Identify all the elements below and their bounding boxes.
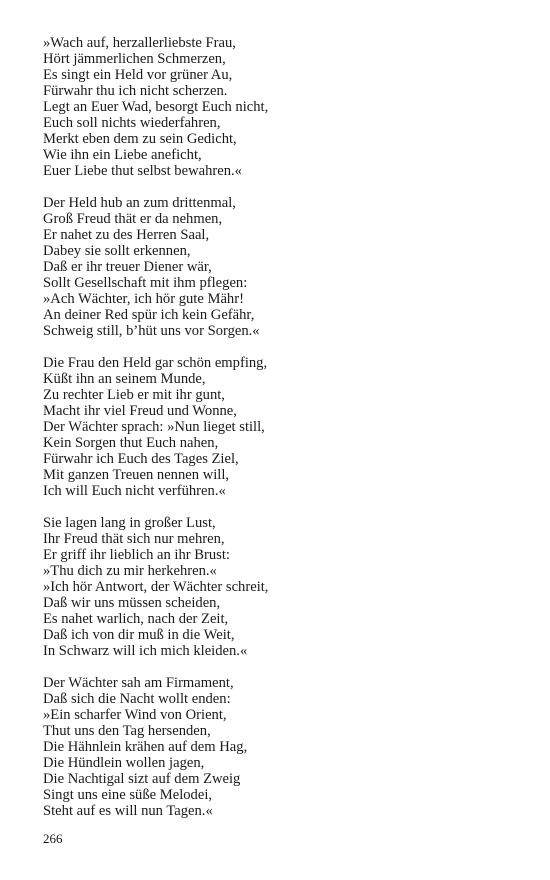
stanza xyxy=(43,35,523,179)
verse-line: Die Nachtigal sizt auf dem Zweig xyxy=(43,771,241,787)
verse-line: Der Wächter sprach: »Nun lieget still, xyxy=(43,419,265,435)
verse-line: »Ein scharfer Wind von Orient, xyxy=(43,707,227,723)
verse-line: Daß ich von dir muß in die Weit, xyxy=(43,627,235,643)
verse-line: Küßt ihn an seinem Munde, xyxy=(43,371,206,387)
verse-line: Daß er ihr treuer Diener wär, xyxy=(43,259,212,275)
verse-line: Der Held hub an zum drittenmal, xyxy=(43,195,236,211)
verse-line: Zu rechter Lieb er mit ihr gunt, xyxy=(43,387,225,403)
stanza xyxy=(43,355,523,499)
verse-line: An deiner Red spür ich kein Gefähr, xyxy=(43,307,255,323)
verse-line: Merkt eben dem zu sein Gedicht, xyxy=(43,131,237,147)
verse-line: »Thu dich zu mir herkehren.« xyxy=(43,563,217,579)
verse-line: Fürwahr thu ich nicht scherzen. xyxy=(43,83,228,99)
verse-line: Wie ihn ein Liebe aneficht, xyxy=(43,147,202,163)
verse-line: Die Hündlein wollen jagen, xyxy=(43,755,205,771)
verse-line: Legt an Euer Wad, besorgt Euch nicht, xyxy=(43,99,269,115)
verse-line: Ich will Euch nicht verführen.« xyxy=(43,483,226,499)
verse-line: Macht ihr viel Freud und Wonne, xyxy=(43,403,237,419)
verse-line: »Ach Wächter, ich hör gute Mähr! xyxy=(43,291,244,307)
verse-line: Die Hähnlein krähen auf dem Hag, xyxy=(43,739,248,755)
verse-line: Fürwahr ich Euch des Tages Ziel, xyxy=(43,451,239,467)
verse-line: Sie lagen lang in großer Lust, xyxy=(43,515,216,531)
verse-line: Schweig still, b’hüt uns vor Sorgen.« xyxy=(43,323,260,339)
verse-line: Euer Liebe thut selbst bewahren.« xyxy=(43,163,242,179)
verse-line: Daß wir uns müssen scheiden, xyxy=(43,595,221,611)
verse-line: Singt uns eine süße Melodei, xyxy=(43,787,213,803)
verse-line: Ihr Freud thät sich nur mehren, xyxy=(43,531,225,547)
verse-line: Dabey sie sollt erkennen, xyxy=(43,243,191,259)
verse-line: Groß Freud thät er da nehmen, xyxy=(43,211,223,227)
verse-line: Sollt Gesellschaft mit ihm pflegen: xyxy=(43,275,248,291)
verse-line: Mit ganzen Treuen nennen will, xyxy=(43,467,230,483)
stanza xyxy=(43,675,523,819)
stanza xyxy=(43,195,523,339)
verse-line: Er nahet zu des Herren Saal, xyxy=(43,227,210,243)
verse-line: Euch soll nichts wiederfahren, xyxy=(43,115,221,131)
verse-line: »Wach auf, herzallerliebste Frau, xyxy=(43,35,236,51)
stanza xyxy=(43,515,523,659)
verse-line: Thut uns den Tag hersenden, xyxy=(43,723,211,739)
verse-line: In Schwarz will ich mich kleiden.« xyxy=(43,643,248,659)
verse-line: Steht auf es will nun Tagen.« xyxy=(43,803,213,819)
verse-line: Kein Sorgen thut Euch nahen, xyxy=(43,435,219,451)
verse-line: Es nahet warlich, nach der Zeit, xyxy=(43,611,229,627)
verse-line: Hört jämmerlichen Schmerzen, xyxy=(43,51,226,67)
poem-body xyxy=(43,35,523,835)
verse-line: Es singt ein Held vor grüner Au, xyxy=(43,67,233,83)
verse-line: Die Frau den Held gar schön empfing, xyxy=(43,355,268,371)
verse-line: Er griff ihr lieblich an ihr Brust: xyxy=(43,547,230,563)
verse-line: Der Wächter sah am Firmament, xyxy=(43,675,234,691)
verse-line: Daß sich die Nacht wollt enden: xyxy=(43,691,231,707)
verse-line: »Ich hör Antwort, der Wächter schreit, xyxy=(43,579,269,595)
page-number: 266 xyxy=(43,831,63,846)
